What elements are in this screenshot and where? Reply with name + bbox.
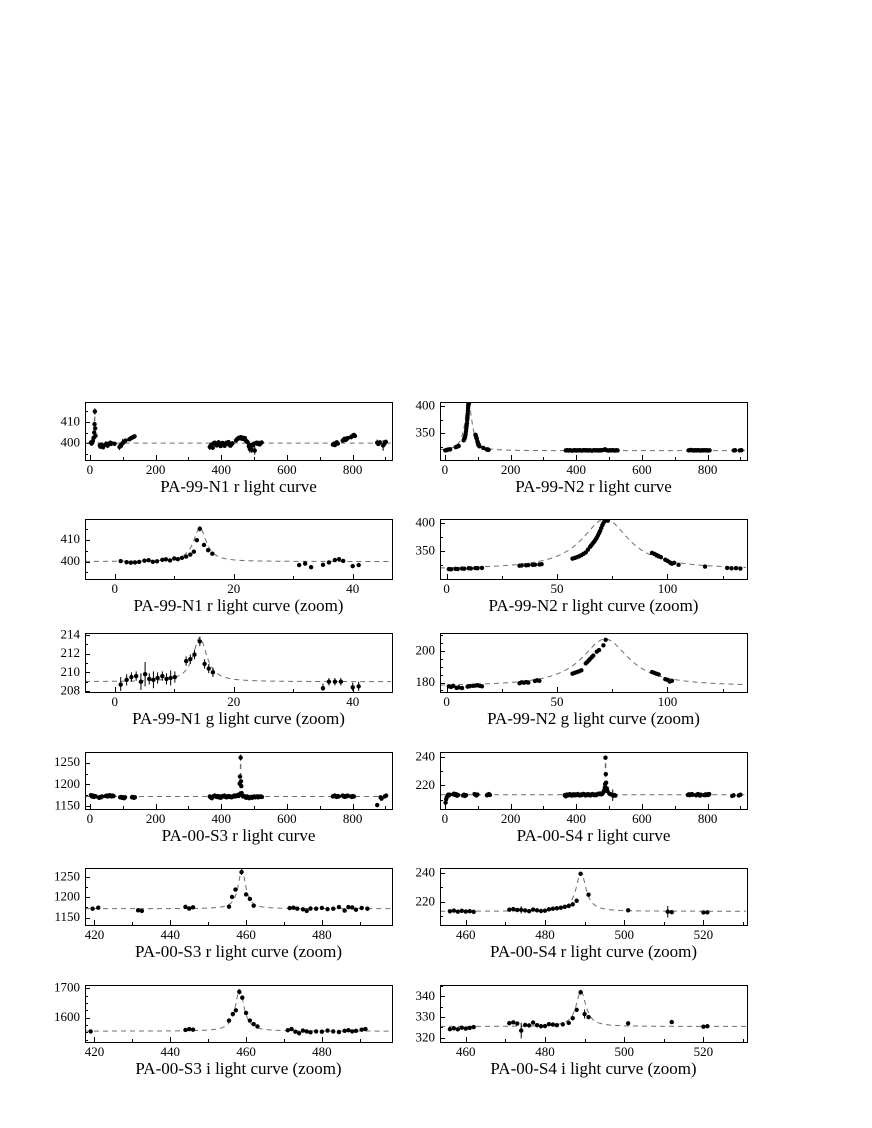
panel-title-pa-99-n1-r: PA-99-N1 r light curve xyxy=(160,477,317,496)
panel-title-pa-00-s3-r: PA-00-S3 r light curve xyxy=(161,826,316,845)
panel-title-pa-00-s4-i-zoom: PA-00-S4 i light curve (zoom) xyxy=(490,1059,697,1078)
panel-title-pa-00-s4-r-zoom: PA-00-S4 r light curve (zoom) xyxy=(489,942,698,961)
panel-title-pa-99-n2-r-zoom: PA-99-N2 r light curve (zoom) xyxy=(488,596,699,615)
panel-title-pa-99-n1-g-zoom: PA-99-N1 g light curve (zoom) xyxy=(132,709,345,728)
panel-title-pa-99-n2-r: PA-99-N2 r light curve xyxy=(515,477,672,496)
panel-title-pa-99-n1-r-zoom: PA-99-N1 r light curve (zoom) xyxy=(133,596,344,615)
panel-title-pa-00-s3-r-zoom: PA-00-S3 r light curve (zoom) xyxy=(134,942,343,961)
panel-title-pa-99-n2-g-zoom: PA-99-N2 g light curve (zoom) xyxy=(487,709,700,728)
panel-title-pa-00-s4-r: PA-00-S4 r light curve xyxy=(516,826,671,845)
panel-title-pa-00-s3-i-zoom: PA-00-S3 i light curve (zoom) xyxy=(135,1059,342,1078)
